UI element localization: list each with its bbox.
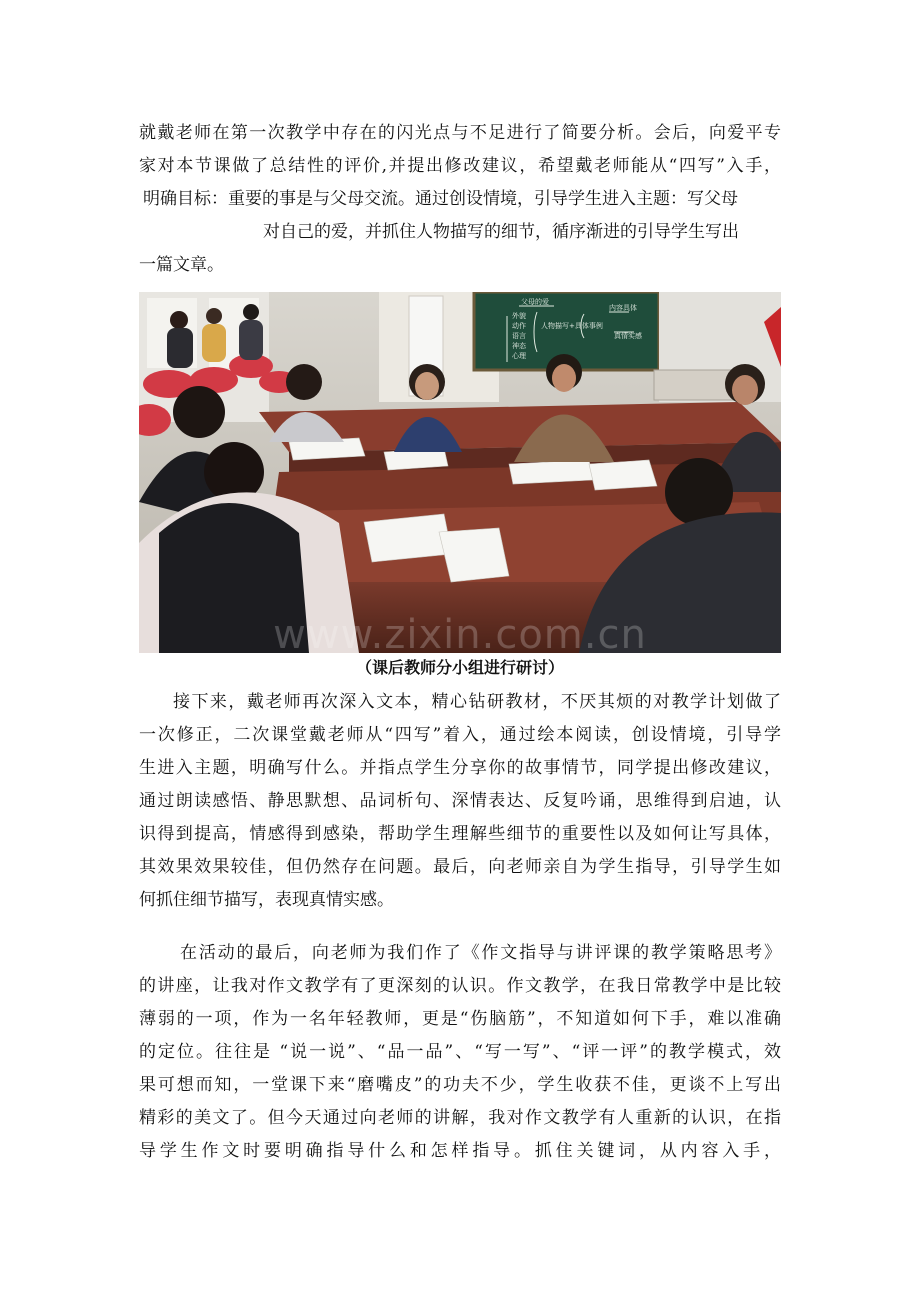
blackboard-item: 神态 [512, 342, 526, 350]
blackboard-right-item: 内容具体 [609, 304, 637, 312]
text-line: 一次修正，二次课堂戴老师从“四写”着入，通过绘本阅读，创设情境，引导学 [139, 725, 781, 745]
text-line: 精彩的美文了。但今天通过向老师的讲解，我对作文教学有人重新的认识，在指 [139, 1108, 781, 1128]
text-line: 就戴老师在第一次教学中存在的闪光点与不足进行了简要分析。会后，向爱平专 [139, 123, 781, 143]
text-line: 在活动的最后，向老师为我们作了《作文指导与讲评课的教学策略思考》 [180, 943, 781, 963]
text-line: 明确目标：重要的事是与父母交流。通过创设情境，引导学生进入主题：写父母 [143, 189, 738, 209]
blackboard-middle: 人物描写+具体事例 [541, 322, 603, 330]
text-line: 的定位。往往是 “说一说”、“品一品”、“写一写”、“评一评”的教学模式，效 [139, 1042, 781, 1062]
text-line: 家对本节课做了总结性的评价,并提出修改建议，希望戴老师能从“四写”入手， [139, 156, 781, 176]
text-line: 导学生作文时要明确指导什么和怎样指导。抓住关键词，从内容入手， [139, 1141, 781, 1161]
text-line: 生进入主题，明确写什么。并指点学生分享你的故事情节，同学提出修改建议， [139, 758, 781, 778]
paragraph-3 [139, 937, 781, 1168]
text-line: 对自己的爱，并抓住人物描写的细节，循序渐进的引导学生写出 [263, 222, 739, 242]
blackboard-item: 动作 [512, 322, 526, 330]
text-line: 通过朗读感悟、静思默想、品词析句、深情表达、反复吟诵，思维得到启迪，认 [139, 791, 781, 811]
blackboard-right-item: 真情实感 [614, 332, 642, 340]
photo-caption: （课后教师分小组进行研讨） [355, 658, 564, 677]
text-line: 果可想而知，一堂课下来“磨嘴皮”的功夫不少，学生收获不佳，更谈不上写出 [139, 1075, 781, 1095]
text-line: 一篇文章。 [139, 255, 224, 275]
blackboard-item: 语言 [512, 332, 526, 340]
blackboard-title: 父母的爱 [521, 298, 549, 306]
paragraph-1 [139, 117, 781, 282]
photo-illustration [139, 292, 781, 653]
text-line: 接下来，戴老师再次深入文本，精心钻研教材，不厌其烦的对教学计划做了 [173, 692, 781, 712]
paragraph-2 [139, 686, 781, 917]
text-line: 其效果效果较佳，但仍然存在问题。最后，向老师亲自为学生指导，引导学生如 [139, 857, 781, 877]
watermark: www.zixin.com.cn [273, 612, 647, 658]
text-line: 的讲座，让我对作文教学有了更深刻的认识。作文教学，在我日常教学中是比较 [139, 976, 781, 996]
text-line: 识得到提高，情感得到感染，帮助学生理解些细节的重要性以及如何让写具体， [139, 824, 781, 844]
text-line: 何抓住细节描写，表现真情实感。 [139, 890, 394, 910]
text-line: 薄弱的一项，作为一名年轻教师，更是“伤脑筋”，不知道如何下手，难以准确 [139, 1009, 781, 1029]
blackboard-item: 心理 [512, 352, 526, 360]
meeting-photo [139, 292, 781, 653]
blackboard-item: 外貌 [512, 312, 526, 320]
